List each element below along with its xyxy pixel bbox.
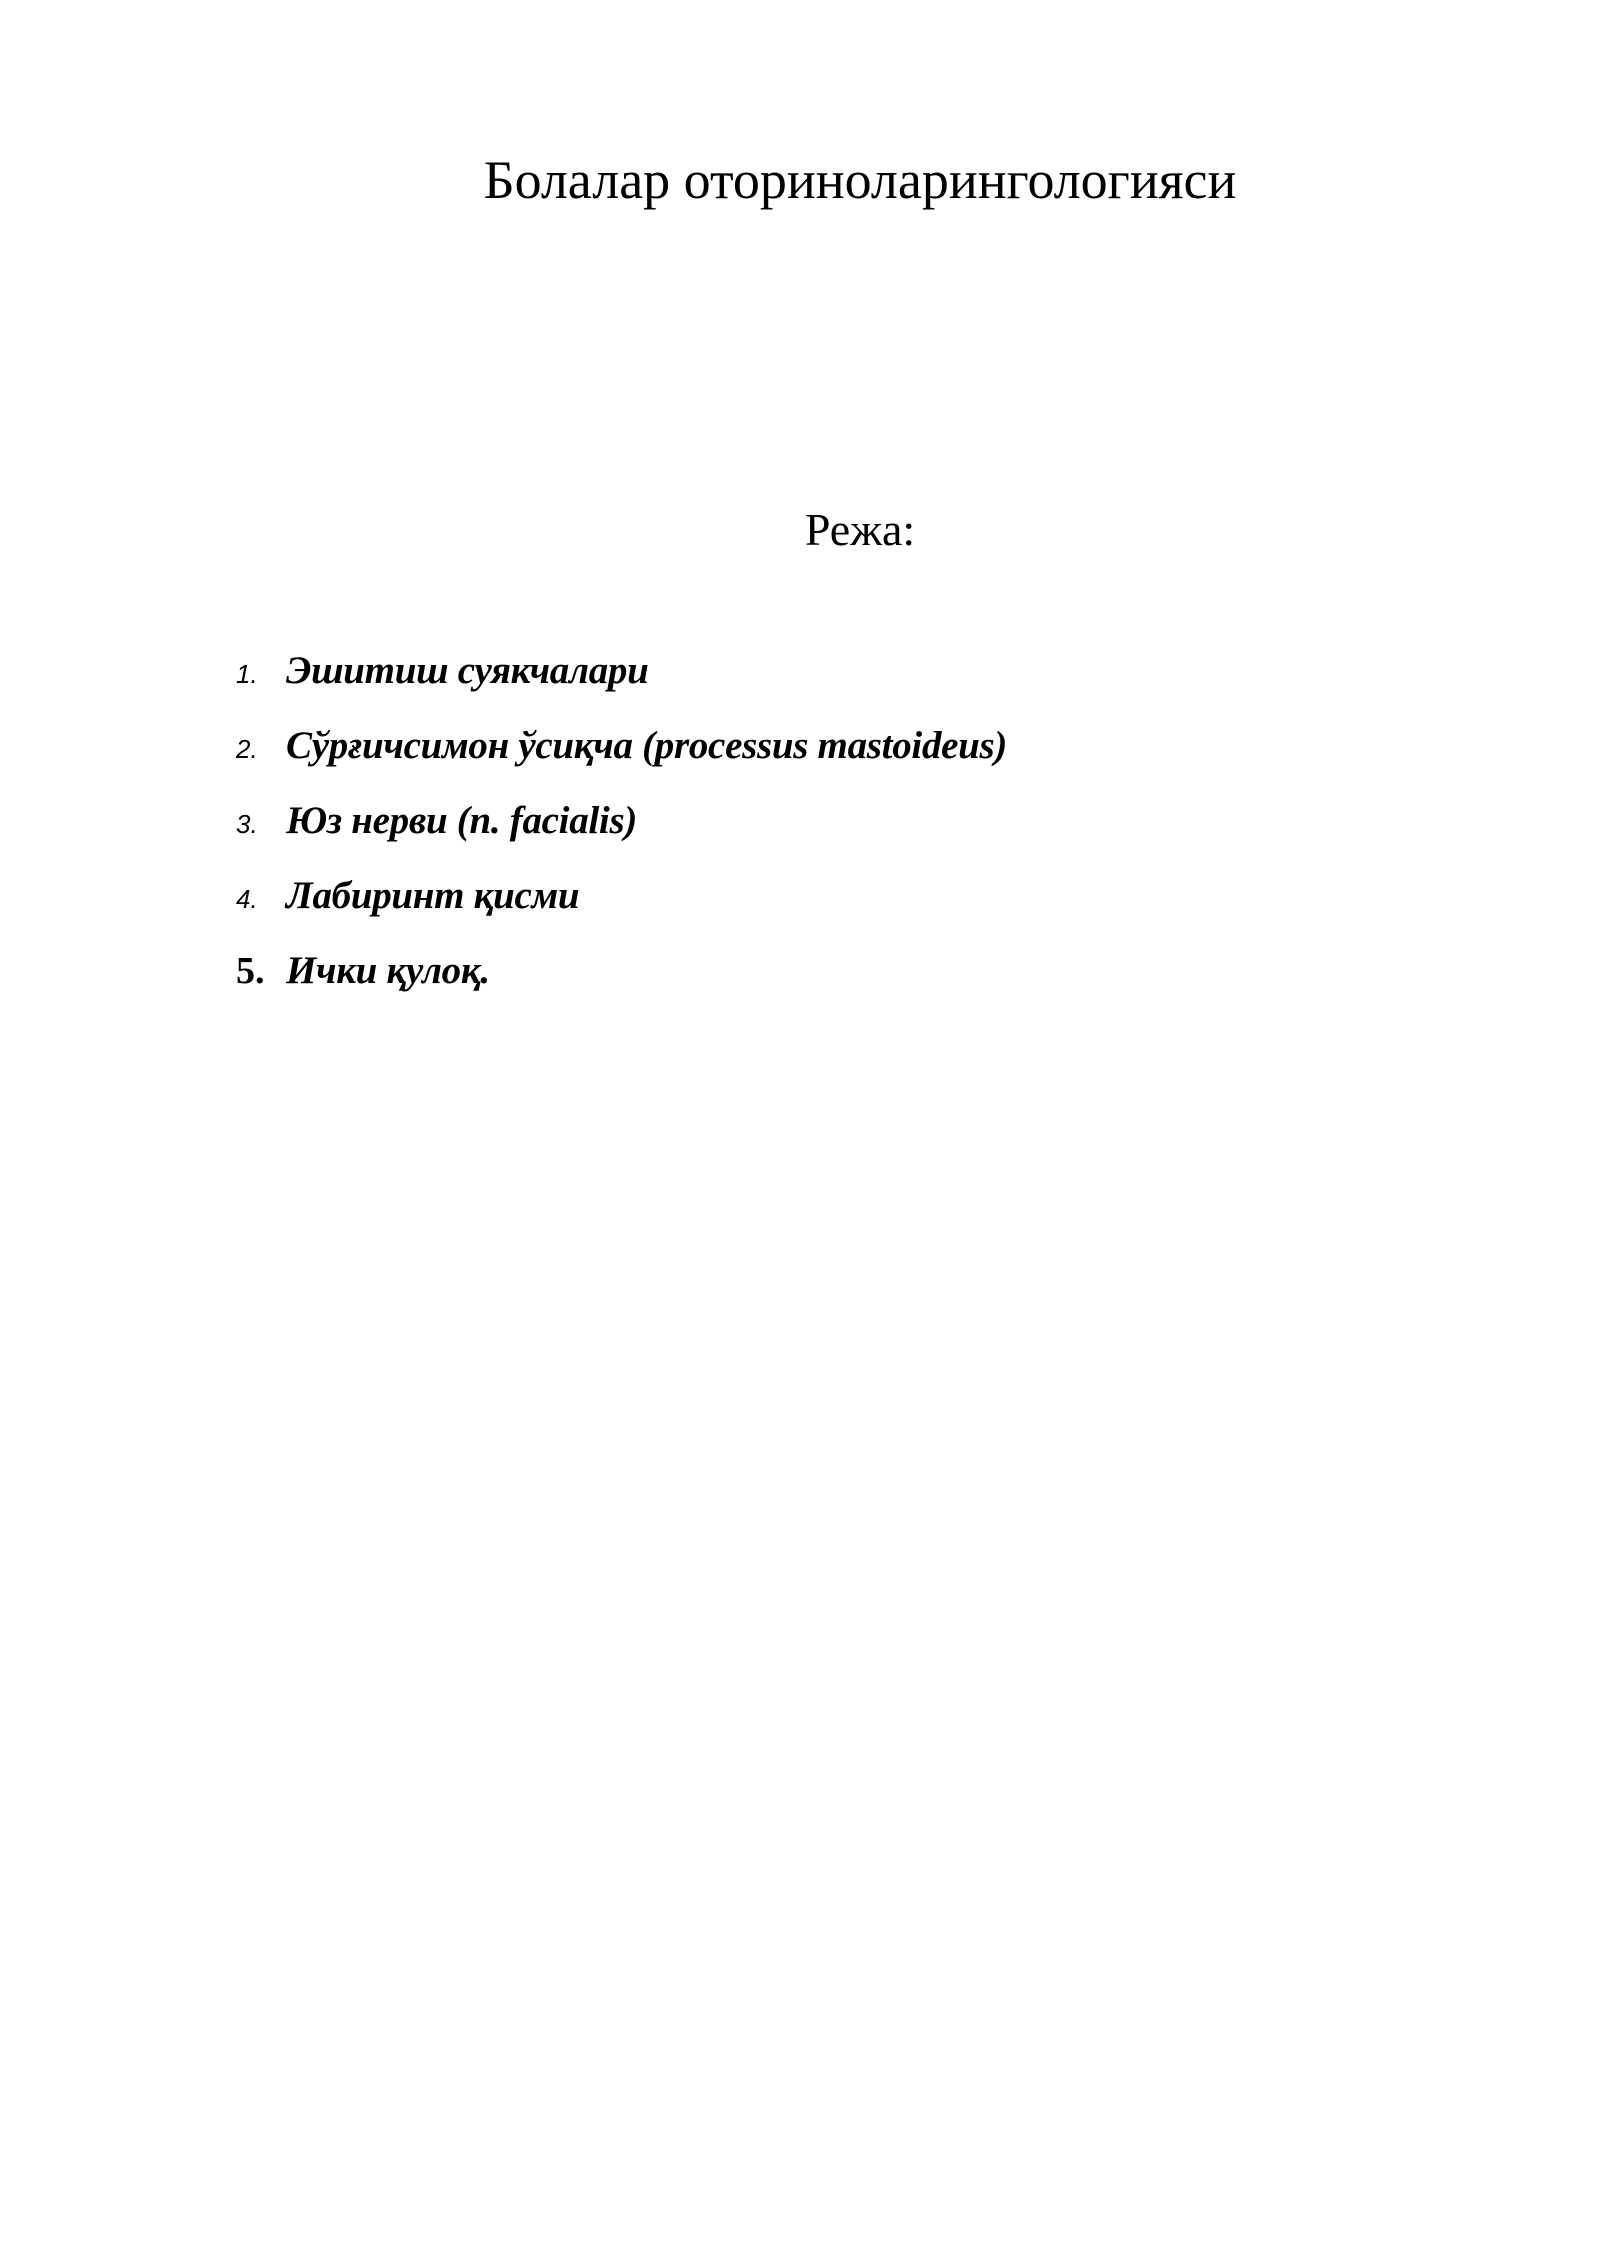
- list-item-number: 5.: [236, 950, 265, 992]
- plan-heading: Режа:: [804, 504, 916, 555]
- list-item-text: Юз нерви (n. facialis): [286, 799, 638, 842]
- plan-list: [236, 648, 1436, 1023]
- list-item: [236, 723, 1436, 798]
- list-item-number: 4.: [236, 884, 258, 914]
- list-item-text: Лабиринт қисми: [286, 874, 580, 917]
- list-item-text: Эшитиш суякчалари: [286, 649, 649, 692]
- list-item-text: Ички қулоқ.: [286, 949, 490, 992]
- list-item-number: 3.: [236, 809, 258, 839]
- list-item: [236, 648, 1436, 723]
- list-item-number: 1.: [236, 659, 258, 689]
- list-item: [236, 798, 1436, 873]
- list-item: [236, 948, 1436, 1023]
- list-item: [236, 873, 1436, 948]
- list-item-text: Сўрғичсимон ўсиқча (processus mastoideus): [286, 724, 1008, 767]
- document-title: Болалар оториноларингологияси: [483, 150, 1237, 210]
- list-item-number: 2.: [236, 734, 258, 764]
